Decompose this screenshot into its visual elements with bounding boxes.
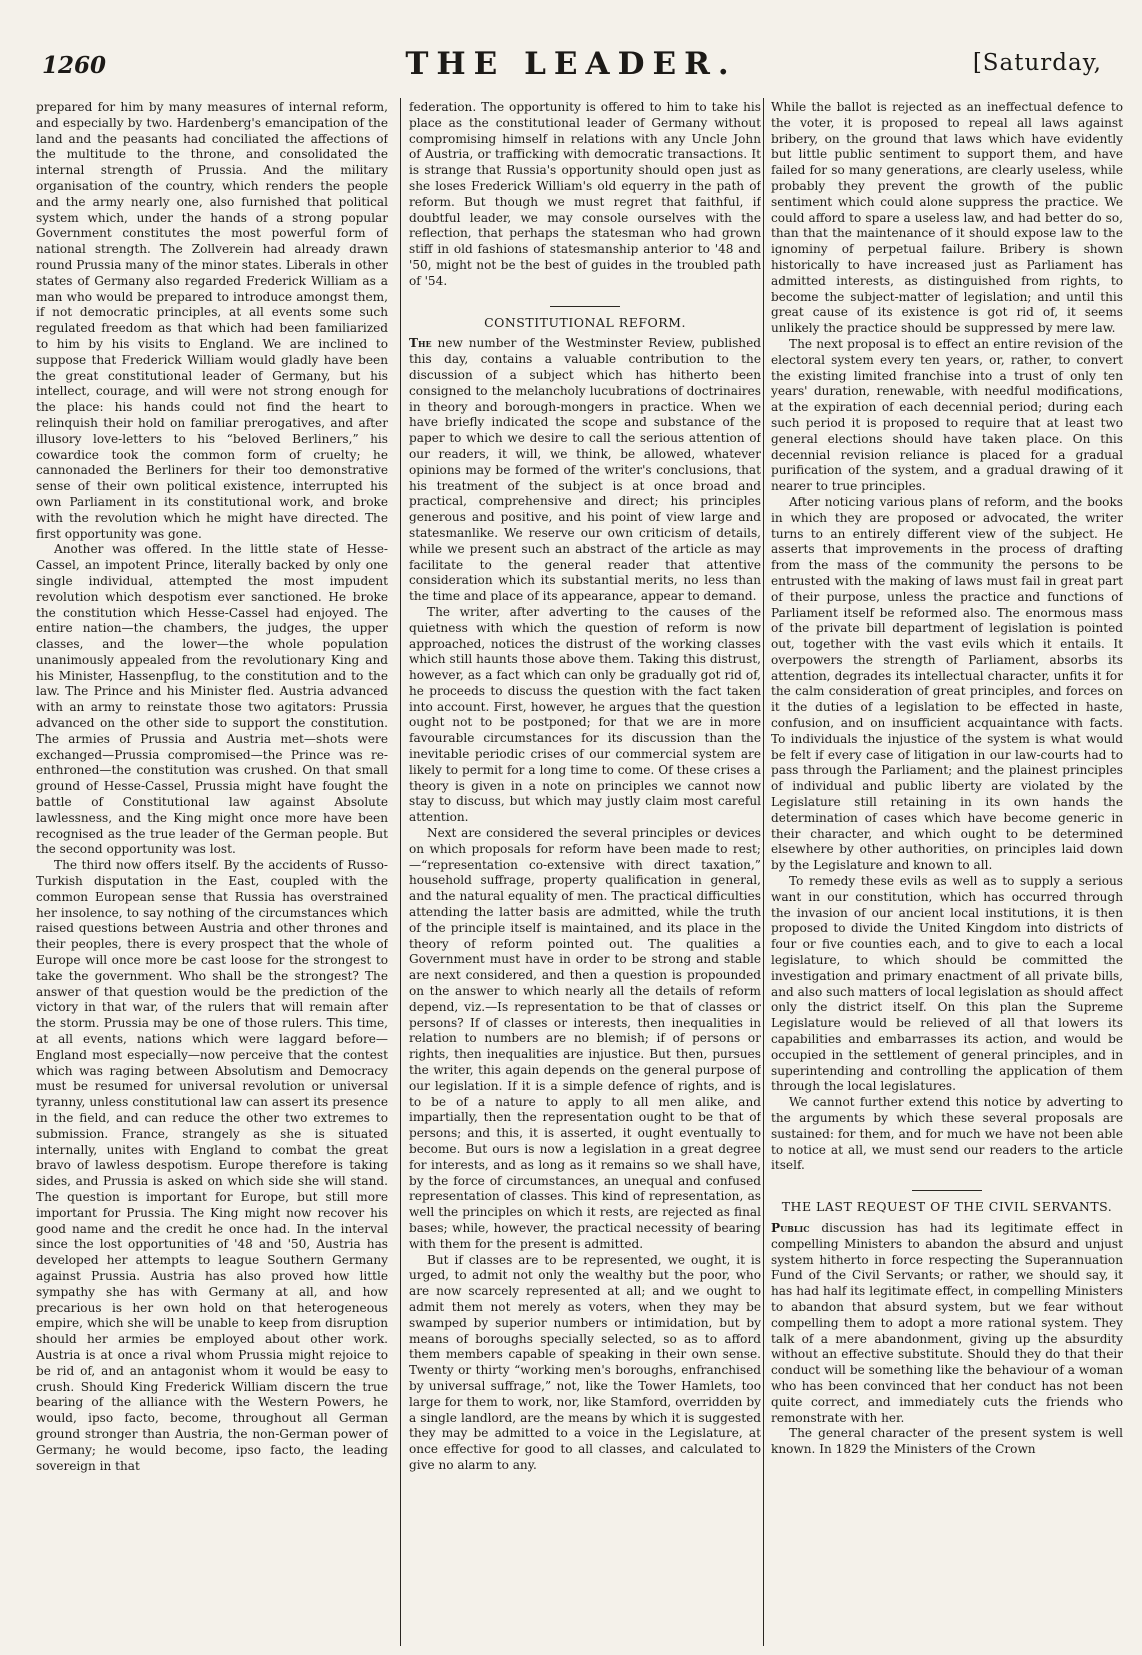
column-2 [409, 100, 761, 1645]
column-3 [771, 100, 1123, 1645]
paragraph: After noticing various plans of reform, and the books in which they are proposed or advocated, the writer turns to an entirely different view of the subject. He asserts that improvements in the process of drafting from the mass of the community the persons to be entrusted with the making of laws must fail in great part of their purpose, unless the practice and functions of Parliament itself be reformed also. The enormous mass of the private bill department of legislation is pointed out, together with the vast evils which it entails. It overpowers the strength of Parliament, absorbs its attention, degrades its intellectual character, unfits it for the calm consideration of great principles, and forces on it the duties of a legislation to be effected in haste, confusion, and on insufficient acquaintance with facts. To individuals the injustice of the system is what would be felt if every case of litigation in our law-courts had to pass through the Parliament; and the plainest principles of individual and public liberty are violated by the Legislature still retaining in its own hands the determination of cases which have become generic in their character, and which ought to be determined elsewhere by other authorities, on principles laid down by the Legislature and known to all. [771, 494, 1123, 873]
column-rule [400, 98, 401, 1646]
paragraph: Another was offered. In the little state of Hesse-Cassel, an impotent Prince, literally backed by only one single individual, attempted the most impudent revolution which despotism ever sanctioned. He broke the constitution which Hesse-Cassel had enjoyed. The entire nation—the chambers, the judges, the upper classes, and the lower—the whole population unanimously appealed from the revolutionary King and his Minister, Hassenpflug, to the constitution and to the law. The Prince and his Minister fled. Austria advanced with an army to reinstate those two agitators: Prussia advanced on the other side to support the constitution. The armies of Prussia and Austria met—shots were exchanged—Prussia compromised—the Prince was re-enthroned—the constitution was crushed. On that small ground of Hesse-Cassel, Prussia might have fought the battle of Constitutional law against Absolute lawlessness, and the King might once more have been recognised as the true leader of the German people. But the second opportunity was lost. [36, 542, 388, 857]
paragraph: The third now offers itself. By the accidents of Russo-Turkish disputation in the East, coupled with the common European sense that Russia has overstrained her insolence, to say nothing of the circumstances which raised questions between Austria and other thrones and their peoples, there is every prospect that the whole of Europe will once more be cast loose for the strongest to take the government. Who shall be the strongest? The answer of that question would be the prediction of the victory in that war, of the rulers that will remain after the storm. Prussia may be one of those rulers. This time, at all events, nations which were laggard before—England most especially—now perceive that the contest which was raging between Absolutism and Democracy must be resumed for universal revolution or universal tyranny, unless constitutional law can assert its presence in the field, and can reduce the other two extremes to submission. France, strangely as she is situated internally, unites with England to combat the great bravo of lawless despotism. Europe therefore is taking sides, and Prussia is asked on which side she will stand. The question is important for Europe, but still more important for Prussia. The King might now recover his good name and the credit he once had. In the interval since the lost opportunities of '48 and '50, Austria has developed her attempts to league Southern Germany against Prussia. Austria has also proved how little sympathy she has with Germany at all, and how precarious is her own hold on that heterogeneous empire, which she will be unable to keep from disruption should her armies be employed about other work. Austria is at once a rival whom Prussia might rejoice to be rid of, and an antagonist whom it would be easy to crush. Should King Frederick William discern the true bearing of the alliance with the Western Powers, he would, ipso facto, become, throughout all German ground stronger than Austria, the non-German power of Germany; he would become, ipso facto, the leading sovereign in that [36, 858, 388, 1473]
lead-word: The [409, 336, 432, 351]
column-1 [36, 100, 388, 1645]
issue-day: [Saturday, [972, 50, 1102, 76]
section-title-civil-servants: THE LAST REQUEST OF THE CIVIL SERVANTS. [781, 1199, 1113, 1215]
column-rule [763, 98, 764, 1646]
paragraph: The general character of the present system is well known. In 1829 the Ministers of the Crown [771, 1426, 1123, 1457]
paragraph-text: discussion has had its legitimate effect in compelling Ministers to abandon the absurd and unjust system hitherto in force respecting the Superannuation Fund of the Civil Servants; or rather, we should say, it has had half its legitimate effect, in compelling Ministers to abandon that absurd system, but we fear without compelling them to adopt a more rational system. They talk of a mere abandonment, giving up the absurdity without an effective substitute. Should they do that their conduct will be something like the behaviour of a woman who has been convinced that her conduct has not been quite correct, and immediately cuts the friends who remonstrate with her. [771, 1220, 1123, 1425]
paragraph [771, 1221, 1123, 1426]
page-header [0, 0, 1142, 86]
paragraph: But if classes are to be represented, we ought, it is urged, to admit not only the wealthy but the poor, who are now scarcely represented at all; and we ought to admit them not merely as voters, when they may be swamped by superior numbers or intimidation, but by means of boroughs specially selected, so as to afford them members capable of speaking in their own sense. Twenty or thirty “working men's boroughs, enfranchised by universal suffrage,” not, like the Tower Hamlets, too large for them to work, nor, like Stamford, overridden by a single landlord, are the means by which it is suggested they may be admitted to a voice in the Legislature, at once effective for good to all classes, and calculated to give no alarm to any. [409, 1252, 761, 1472]
paragraph: While the ballot is rejected as an ineffectual defence to the voter, it is proposed to repeal all laws against bribery, on the ground that laws which have evidently but little public sentiment to support them, and have failed for so many generations, are clearly useless, while probably they prevent the growth of the public sentiment which could alone suppress the practice. We could afford to spare a useless law, and had better do so, than that the maintenance of it should expose law to the ignominy of perpetual failure. Bribery is shown historically to have increased just as Parliament has admitted interests, as distinguished from rights, to become the subject-matter of legislation; and until this great cause of its existence is got rid of, it seems unlikely the practice should be suppressed by mere law. [771, 100, 1123, 336]
newspaper-title: THE LEADER. [405, 46, 737, 82]
section-divider [912, 1190, 982, 1191]
paragraph: The next proposal is to effect an entire revision of the electoral system every ten years, or, rather, to convert the existing limited franchise into a trust of only ten years' duration, renewable, with needful modifications, at the expiration of each decennial period; during each such period it is proposed to require that at least two general elections should have taken place. On this decennial revision reliance is placed for a gradual purification of the system, and a gradual drawing of it nearer to true principles. [771, 336, 1123, 494]
paragraph: prepared for him by many measures of internal reform, and especially by two. Hardenberg's emancipation of the land and the peasants had conciliated the affections of the multitude to the throne, and consolidated the internal strength of Prussia. And the military organisation of the country, which renders the people and the army nearly one, also furnished that political system which, under the hands of a strong popular Government constitutes the most powerful form of national strength. The Zollverein had already drawn round Prussia many of the minor states. Liberals in other states of Germany also regarded Frederick William as a man who would be prepared to introduce amongst them, if not democratic principles, at all events some such regulated freedom as that which had been familiarized to him by his visits to England. We are inclined to suppose that Frederick William would gladly have been the great constitutional leader of Germany, but his intellect, courage, and will were not strong enough for the place: his hands could not find the heart to relinquish their hold on familiar prerogatives, and after illusory love-letters to his “beloved Berliners,” his cowardice took the common form of cruelty; he cannonaded the Berliners for their too demonstrative sense of their own political existence, interrupted his own Parliament in its constitutional work, and broke with the revolution which he might have directed. The first opportunity was gone. [36, 100, 388, 541]
paragraph: federation. The opportunity is offered to him to take his place as the constitutional leader of Germany without compromising himself in relations with any Uncle John of Austria, or trafficking with democratic transactions. It is strange that Russia's opportunity should open just as she loses Frederick William's old equerry in the path of reform. But though we must regret that faithful, if doubtful leader, we may console ourselves with the reflection, that perhaps the statesman who had grown stiff in old fashions of statesmanship anterior to '48 and '50, might not be the best of guides in the troubled path of '54. [409, 100, 761, 288]
section-title-constitutional-reform: CONSTITUTIONAL REFORM. [484, 314, 686, 330]
paragraph: The writer, after adverting to the causes of the quietness with which the question of reform is now approached, notices the distrust of the working classes which still haunts those above them. Taking this distrust, however, as a fact which can only be gradually got rid of, he proceeds to discuss the question with the fact taken into account. First, however, he argues that the question ought not to be postponed; for that we are in more favourable circumstances for its discussion than the inevitable periodic crises of our commercial system are likely to permit for a long time to come. Of these crises a theory is given in a note on principles we cannot now stay to discuss, but which may justly claim most careful attention. [409, 604, 761, 825]
paragraph: We cannot further extend this notice by adverting to the arguments by which these several proposals are sustained: for them, and for much we have not been able to notice at all, we must send our readers to the article itself. [771, 1095, 1123, 1173]
paragraph [409, 336, 761, 605]
paragraph: Next are considered the several principles or devices on which proposals for reform have been made to rest;—“representation co-extensive with direct taxation,” household suffrage, property qualification in general, and the natural equality of men. The practical difficulties attending the latter basis are admitted, while the truth of the principle itself is maintained, and its place in the theory of reform pointed out. The qualities a Government must have in order to be strong and stable are next considered, and then a question is propounded on the answer to which nearly all the details of reform depend, viz.—Is representation to be that of classes or persons? If of classes or interests, then inequalities in relation to numbers are no blemish; if of persons or rights, then inequalities are injustice. But then, pursues the writer, this again depends on the general purpose of our legislation. If it is a simple defence of rights, and is to be of a nature to apply to all men alike, and impartially, then the representation ought to be that of persons; and this, it is asserted, it ought eventually to become. But ours is now a legislation in a great degree for interests, and as long as it remains so we shall have, by the force of circumstances, an unequal and confused representation of classes. This kind of representation, as well the principles on which it rests, are rejected as final bases; while, however, the practical necessity of bearing with them for the present is admitted. [409, 826, 761, 1251]
page-number: 1260 [42, 52, 107, 79]
section-divider [550, 306, 620, 307]
paragraph-text: new number of the Westminster Review, published this day, contains a valuable contribution to the discussion of a subject which has hitherto been consigned to the melancholy lucubrations of doctrinaires in theory and borough-mongers in practice. When we have briefly indicated the scope and substance of the paper to which we desire to call the serious attention of our readers, it will, we think, be allowed, whatever opinions may be formed of the writer's conclusions, that his treatment of the subject is at once broad and practical, comprehensive and direct; his principles generous and positive, and his point of view large and statesmanlike. We reserve our own criticism of details, while we present such an abstract of the article as may facilitate to the general reader that attentive consideration which its substantial merits, no less than the time and place of its appearance, appear to demand. [409, 336, 761, 604]
paragraph: To remedy these evils as well as to supply a serious want in our constitution, which has occurred through the invasion of our ancient local institutions, it is then proposed to divide the United Kingdom into districts of four or five counties each, and to give to each a local legislature, to which should be committed the investigation and primary enactment of all private bills, and also such matters of local legislation as should affect only the district itself. On this plan the Supreme Legislature would be relieved of all that lowers its capabilities and embarrasses its action, and would be occupied in the settlement of general principles, and in superintending and controlling the application of them through the local legislatures. [771, 874, 1123, 1094]
lead-word: Public [771, 1220, 810, 1235]
